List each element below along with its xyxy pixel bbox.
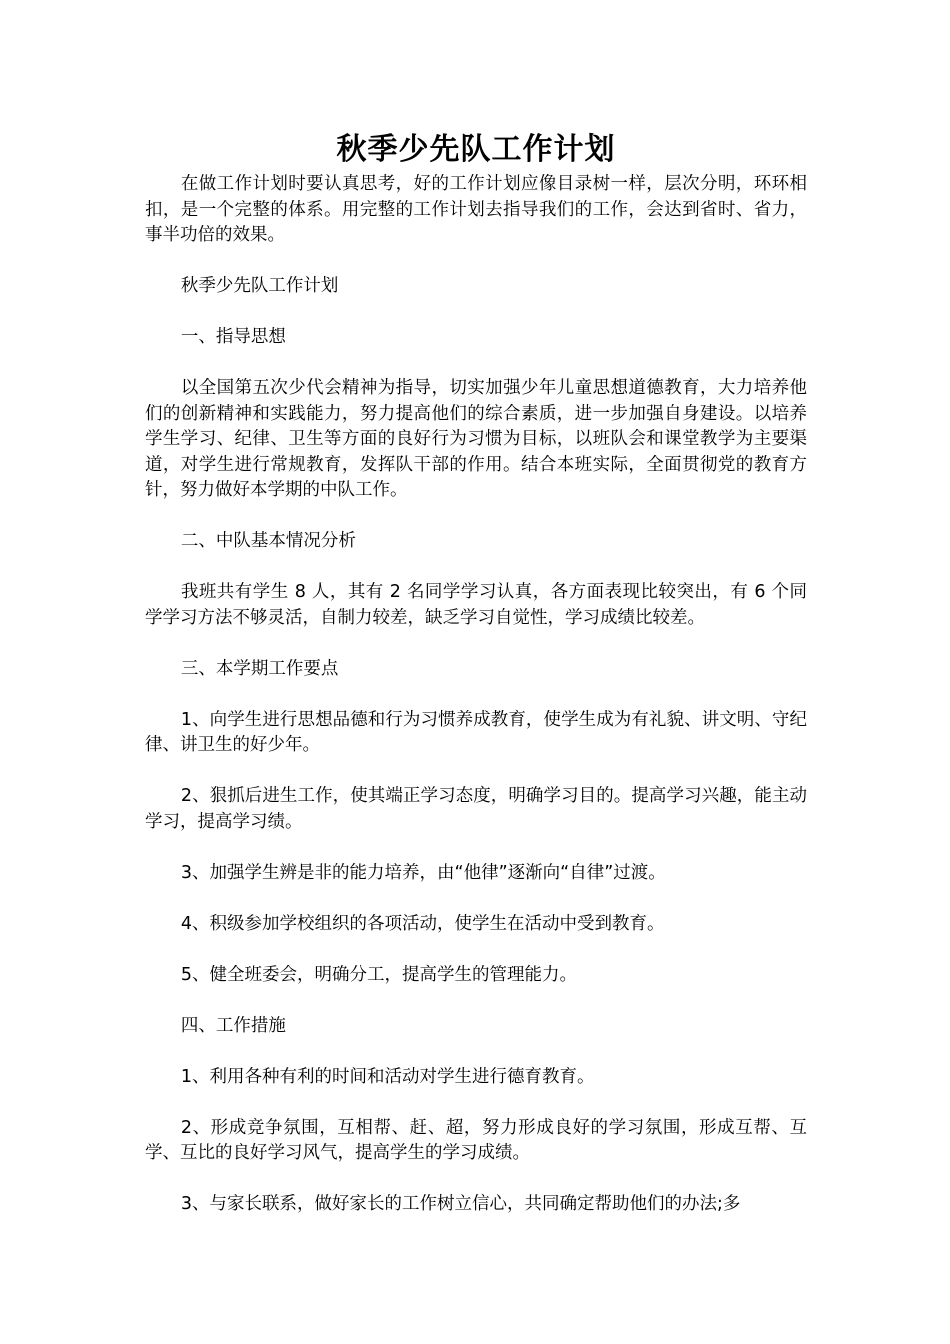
document-title: 秋季少先队工作计划 [336,132,616,167]
paragraph-gap [145,1167,807,1193]
document-page [145,128,807,1218]
paragraph-gap [145,937,807,963]
key-point-5: 5、健全班委会，明确分工，提高学生的管理能力。 [180,964,578,985]
guiding-ideology-paragraph: 以全国第五次少代会精神为指导，切实加强少年儿童思想道德教育，大力培养他们的创新精神和实践能力，努力提高他们的综合素质，进一步加强自身建设。以培养学生学习、纪律、卫生等方面的良好行为习惯为目标，以班队会和课堂教学为主要渠道，对学生进行常规教育，发挥队干部的作用。结合本班实际，全面贯彻党的教育方针，努力做好本学期的中队工作。 [145,378,807,500]
subtitle-paragraph: 秋季少先队工作计划 [180,276,339,296]
paragraph-gap [145,1090,807,1116]
key-point-2: 2、狠抓后进生工作，使其端正学习态度，明确学习目的。提高学习兴趣，能主动学习，提高学习绩。 [145,786,807,832]
key-point-4: 4、积级参加学校组织的各项活动，使学生在活动中受到教育。 [180,913,665,934]
section-heading-1: 一、指导思想 [180,327,286,347]
section-heading-4: 四、工作措施 [180,1015,286,1036]
paragraph-gap [145,555,807,581]
paragraph-gap [145,504,807,530]
paragraph-gap [145,988,807,1014]
paragraph-gap [145,351,807,377]
section-heading-2: 二、中队基本情况分析 [180,531,356,551]
intro-paragraph: 在做工作计划时要认真思考，好的工作计划应像目录树一样，层次分明，环环相扣，是一个完整的体系。用完整的工作计划去指导我们的工作，会达到省时、省力，事半功倍的效果。 [145,174,807,245]
key-point-1: 1、向学生进行思想品德和行为习惯养成教育，使学生成为有礼貌、讲文明、守纪律、讲卫生的好少年。 [145,709,807,755]
paragraph-gap [145,682,807,708]
paragraph-gap [145,759,807,785]
paragraph-gap [145,1039,807,1065]
key-point-3: 3、加强学生辨是非的能力培养，由“他律”逐渐向“自律”过渡。 [180,862,666,883]
class-analysis-paragraph: 我班共有学生 8 人，其有 2 名同学学习认真，各方面表现比较突出，有 6 个同学学习方法不够灵活，自制力较差，缺乏学习自觉性，学习成绩比较差。 [145,582,807,628]
section-heading-3: 三、本学期工作要点 [180,658,339,679]
measure-1: 1、利用各种有利的时间和活动对学生进行德育教育。 [180,1066,595,1087]
paragraph-gap [145,886,807,912]
measure-2: 2、形成竞争氛围，互相帮、赶、超，努力形成良好的学习氛围，形成互帮、互学、互比的良好学习风气，提高学生的学习成绩。 [145,1117,807,1163]
paragraph-gap [145,631,807,657]
paragraph-gap [145,835,807,861]
measure-3: 3、与家长联系，做好家长的工作树立信心，共同确定帮助他们的办法;多 [180,1194,741,1214]
paragraph-gap [145,300,807,326]
paragraph-gap [145,249,807,275]
